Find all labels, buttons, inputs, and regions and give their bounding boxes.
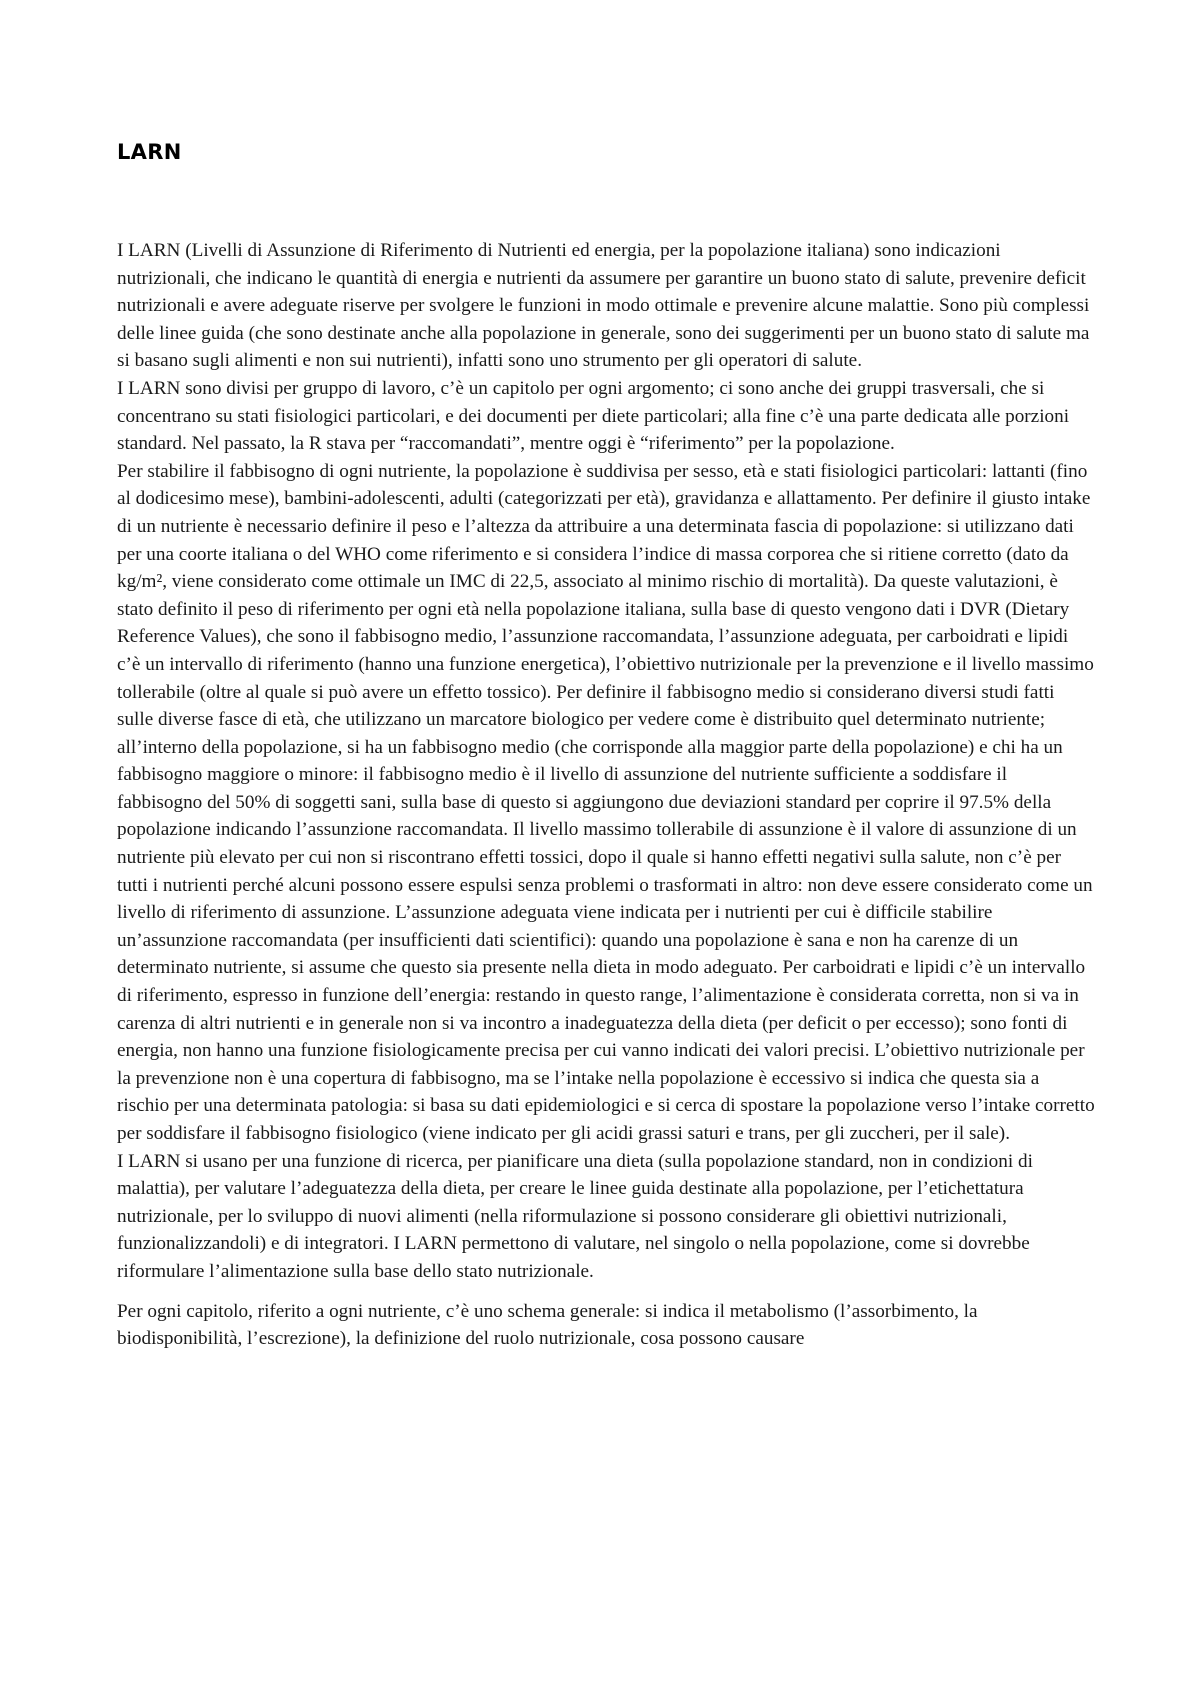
page-title: LARN bbox=[117, 140, 182, 164]
paragraph-requirements: Per stabilire il fabbisogno di ogni nutriente, la popolazione è suddivisa per sesso, età e stati fisiologici particolari: lattanti (fino al dodicesimo mese), bambini-adolescenti, adulti (categorizzati per età), gravidanza e allattamento. Per definire il giusto intake di un nutriente è necessario definire il peso e l’altezza da attribuire a una determinata fascia di popolazione: si utilizzano dati per una coorte italiana o del WHO come riferimento e si considera l’indice di massa corporea che si ritiene corretto (dato da kg/m², viene considerato come ottimale un IMC di 22,5, associato al minimo rischio di mortalità). Da queste valutazioni, è stato definito il peso di riferimento per ogni età nella popolazione italiana, sulla base di questo vengono dati i DVR (Dietary Reference Values), che sono il fabbisogno medio, l’assunzione raccomandata, l’assunzione adeguata, per carboidrati e lipidi c’è un intervallo di riferimento (hanno una funzione energetica), l’obiettivo nutrizionale per la prevenzione e il livello massimo tollerabile (oltre al quale si può avere un effetto tossico). Per definire il fabbisogno medio si considerano diversi studi fatti sulle diverse fasce di età, che utilizzano un marcatore biologico per vedere come è distribuito quel determinato nutriente; all’interno della popolazione, si ha un fabbisogno medio (che corrisponde alla maggior parte della popolazione) e chi ha un fabbisogno maggiore o minore: il fabbisogno medio è il livello di assunzione del nutriente sufficiente a soddisfare il fabbisogno del 50% di soggetti sani, sulla base di questo si aggiungono due deviazioni standard per coprire il 97.5% della popolazione indicando l’assunzione raccomandata. Il livello massimo tollerabile di assunzione è il valore di assunzione di un nutriente più elevato per cui non si riscontrano effetti tossici, dopo il quale si hanno effetti negativi sulla salute, non c’è per tutti i nutrienti perché alcuni possono essere espulsi senza problemi o trasformati in altro: non deve essere considerato come un livello di riferimento di assunzione. L’assunzione adeguata viene indicata per i nutrienti per cui è difficile stabilire un’assunzione raccomandata (per insufficienti dati scientifici): quando una popolazione è sana e non ha carenze di un determinato nutriente, si assume che questo sia presente nella dieta in modo adeguato. Per carboidrati e lipidi c’è un intervallo di riferimento, espresso in funzione dell’energia: restando in questo range, l’alimentazione è considerata corretta, non si va in carenza di altri nutrienti e in generale non si va incontro a inadeguatezza della dieta (per deficit o per eccesso); sono fonti di energia, non hanno una funzione fisiologicamente precisa per cui vanno indicati dei valori precisi. L’obiettivo nutrizionale per la prevenzione non è una copertura di fabbisogno, ma se l’intake nella popolazione è eccessivo si indica che questa sia a rischio per una determinata patologia: si basa su dati epidemiologici e si cerca di spostare la popolazione verso l’intake corretto per soddisfare il fabbisogno fisiologico (viene indicato per gli acidi grassi saturi e trans, per gli zuccheri, per il sale). bbox=[117, 460, 1095, 1144]
paragraph-structure: I LARN sono divisi per gruppo di lavoro, c’è un capitolo per ogni argomento; ci sono anche dei gruppi trasversali, che si concentrano su stati fisiologici particolari, e dei documenti per diete particolari; alla fine c’è una parte dedicata alle porzioni standard. Nel passato, la R stava per “raccomandati”, mentre oggi è “riferimento” per la popolazione. bbox=[117, 377, 1070, 455]
document-body bbox=[117, 237, 1095, 1353]
paragraph-definition: I LARN (Livelli di Assunzione di Riferimento di Nutrienti ed energia, per la popolazione italiana) sono indicazioni nutrizionali, che indicano le quantità di energia e nutrienti da assumere per garantire un buono stato di salute, prevenire deficit nutrizionali e avere adeguate riserve per svolgere le funzioni in modo ottimale e prevenire alcune malattie. Sono più complessi delle linee guida (che sono destinate anche alla popolazione in generale, sono dei suggerimenti per un buono stato di salute ma si basano sugli alimenti e non sui nutrienti), infatti sono uno strumento per gli operatori di salute. bbox=[117, 240, 1090, 372]
paragraph-uses: I LARN si usano per una funzione di ricerca, per pianificare una dieta (sulla popolazione standard, non in condizioni di malattia), per valutare l’adeguatezza della dieta, per creare le linee guida destinate alla popolazione, per l’etichettatura nutrizionale, per lo sviluppo di nuovi alimenti (nella riformulazione si possono considerare gli obiettivi nutrizionali, funzionalizzandoli) e di integratori. I LARN permettono di valutare, nel singolo o nella popolazione, come si dovrebbe riformulare l’alimentazione sulla base dello stato nutrizionale. bbox=[117, 1150, 1033, 1282]
paragraph-chapters: Per ogni capitolo, riferito a ogni nutriente, c’è uno schema generale: si indica il metabolismo (l’assorbimento, la biodisponibilità, l’escrezione), la definizione del ruolo nutrizionale, cosa possono causare bbox=[117, 1300, 978, 1350]
